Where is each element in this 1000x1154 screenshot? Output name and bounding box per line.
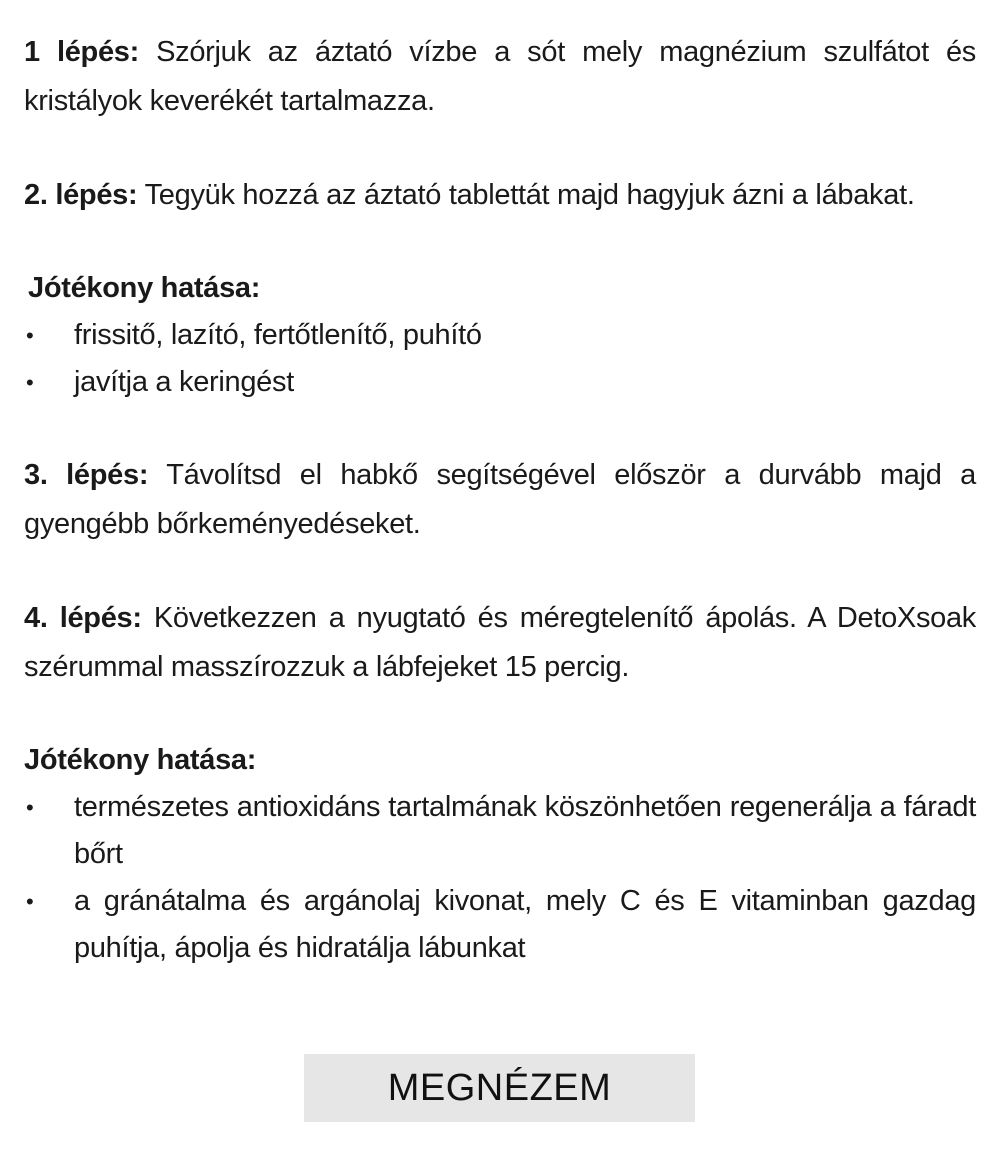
step-3-label: 3. lépés:: [24, 459, 149, 491]
cta-container: [304, 1054, 695, 1122]
bullet-icon: •: [26, 370, 34, 395]
view-button[interactable]: MEGNÉZEM: [304, 1054, 695, 1122]
list-item: • a gránátalma és argánolaj kivonat, mely C és E vitaminban gazdag puhítja, ápolja és hidratálja lábunkat: [24, 878, 976, 972]
benefits-1-title: Jótékony hatása:: [28, 272, 261, 304]
step-2-label: 2. lépés:: [24, 179, 138, 211]
benefits-2-title: Jótékony hatása:: [24, 744, 257, 776]
list-item: • frissitő, lazító, fertőtlenítő, puhító: [24, 312, 976, 359]
step-4-label: 4. lépés:: [24, 602, 142, 634]
benefits-2-list: [24, 784, 976, 972]
step-4-text: Következzen a nyugtató és méregtelenítő ápolás. A DetoXsoak szérummal masszírozzuk a lábfejeket 15 percig.: [24, 602, 977, 683]
bullet-icon: •: [26, 889, 34, 914]
step-1-label: 1 lépés:: [24, 36, 139, 68]
step-2: [24, 171, 976, 220]
step-3: [24, 451, 976, 549]
bullet-icon: •: [26, 323, 34, 348]
bullet-icon: •: [26, 795, 34, 820]
list-item: • javítja a keringést: [24, 359, 976, 406]
step-1: [24, 28, 976, 126]
step-3-text: Távolítsd el habkő segítségével először a durvább majd a gyengébb bőrkeményedéseket.: [24, 459, 976, 540]
step-4: [24, 594, 976, 692]
list-item: • természetes antioxidáns tartalmának köszönhetően regenerálja a fáradt bőrt: [24, 784, 976, 878]
instructions-content: [24, 28, 976, 972]
step-1-text: Szórjuk az áztató vízbe a sót mely magnézium szulfátot és kristályok keverékét tartalmazza.: [24, 36, 976, 117]
benefits-1-list: [24, 312, 976, 406]
step-2-text: Tegyük hozzá az áztató tablettát majd hagyjuk ázni a lábakat.: [137, 179, 915, 211]
